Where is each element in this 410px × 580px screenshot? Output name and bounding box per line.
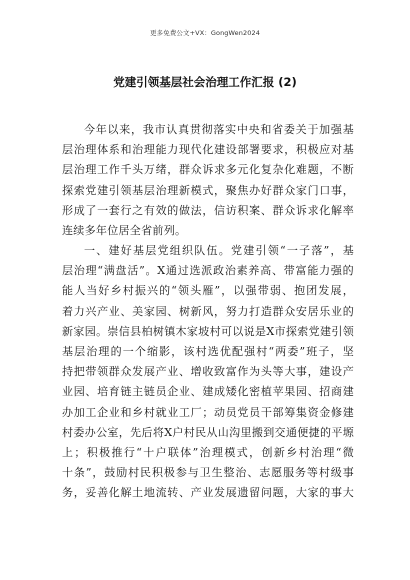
paragraph-line: 十条”，鼓励村民积极参与卫生整治、志愿服务等村级事 xyxy=(62,466,354,480)
paragraph-line: 办加工企业和乡村就业工厂；动员党员干部筹集资金修建 xyxy=(62,405,354,419)
paragraph-line: 基层治理的一个缩影，该村选优配强村“两委”班子，坚 xyxy=(62,344,354,358)
paragraph-line: 形成了一套行之有效的做法，信访积案、群众诉求化解率 xyxy=(62,203,354,217)
paragraph-line: 着力兴产业、美家园、树新风，努力打造群众安居乐业的 xyxy=(62,304,354,318)
paragraph-line: 探索党建引领基层治理新模式，聚焦办好群众家门口事， xyxy=(62,183,354,197)
paragraph-line: 村委办公室，先后将X户村民从山沟里搬到交通便捷的平塬 xyxy=(62,425,354,439)
document-title: 党建引领基层社会治理工作汇报 (2) xyxy=(113,75,297,89)
paragraph-line: 持把带领群众发展产业、增收致富作为头等大事，建设产 xyxy=(62,365,354,379)
paragraph-line: 今年以来，我市认真贯彻落实中央和省委关于加强基 xyxy=(84,123,354,136)
header-note: 更多免费公文+VX：GongWen2024 xyxy=(150,29,260,37)
paragraph-line: 连续多年位居全省前列。 xyxy=(62,223,187,237)
paragraph-line: 层治理“满盘活”。X通过选派政治素养高、带富能力强的 xyxy=(62,264,354,278)
paragraph-line: 新家园。崇信县柏树镇木家坡村可以说是X市探索党建引领 xyxy=(62,324,354,338)
paragraph-line: 上；积极推行“十户联体”治理模式，创新乡村治理“微 xyxy=(62,445,354,459)
paragraph-line: 能人当好乡村振兴的“领头雁”，以强带弱、抱团发展， xyxy=(62,284,354,298)
paragraph-line: 一、建好基层党组织队伍。党建引领“一子落”，基 xyxy=(84,244,354,257)
paragraph-line: 务，妥善化解土地流转、产业发展遗留问题，大家的事大 xyxy=(62,486,354,500)
paragraph-line: 层治理工作千头万绪，群众诉求多元化复杂化难题，不断 xyxy=(62,163,354,177)
paragraph-1 xyxy=(62,120,354,241)
paragraph-line: 层治理体系和治理能力现代化建设部署要求，积极应对基 xyxy=(62,143,354,157)
paragraph-line: 业园、培育链主链员企业、建成矮化密植苹果园、招商建 xyxy=(62,385,354,399)
paragraph-2 xyxy=(62,241,354,503)
